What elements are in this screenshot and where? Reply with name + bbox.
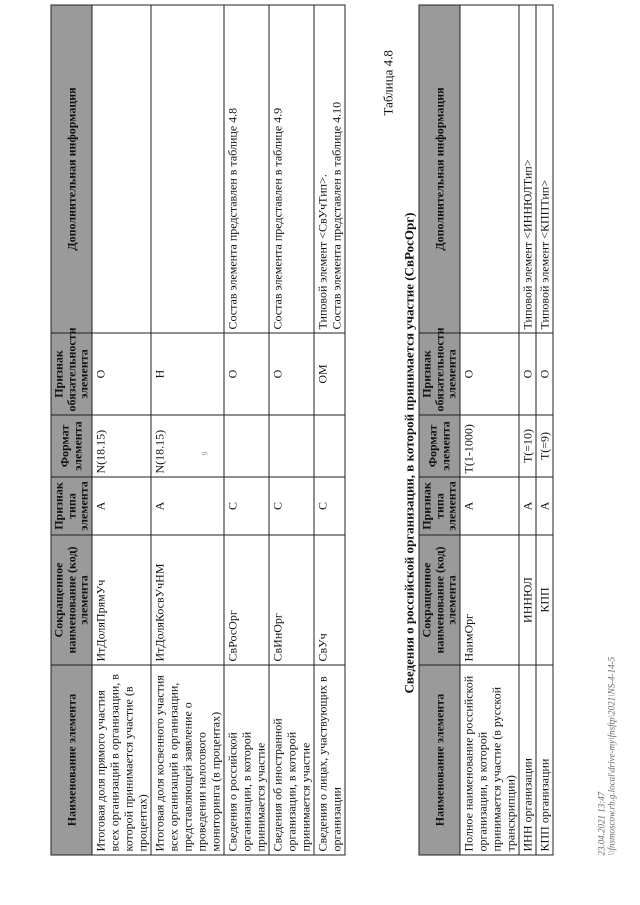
table-row — [313, 5, 344, 855]
stamp-date: 23.04.2021 13:47 — [596, 791, 606, 855]
table-row — [518, 5, 535, 855]
table-label: Таблица 4.8 — [380, 49, 395, 115]
cell-name: Сведения об иностранной организации, в которой принимается участие — [268, 665, 313, 855]
cell-code: КПП — [535, 535, 552, 665]
cell-name: ИНН организации — [518, 665, 535, 855]
table-row — [459, 5, 518, 855]
cell-code: ИтДоляПрямУч — [91, 535, 150, 665]
cell-name: КПП организации — [535, 665, 552, 855]
header-info: Дополнительная информация — [51, 5, 92, 333]
page-number: 9 — [200, 451, 209, 455]
cell-name: Полное наименование российской организации, в которой принимается участие (в русской транскрипции) — [459, 665, 518, 855]
cell-format — [268, 415, 313, 477]
cell-code: ИтДоляКосвУчНМ — [150, 535, 223, 665]
header-format: Формат элемента — [51, 415, 92, 477]
table-row — [150, 5, 223, 855]
cell-format: N(18.15) — [150, 415, 223, 477]
table-title: Сведения о российской организации, в которой принимается участие (СвРосОрг) — [401, 212, 416, 693]
russian-org-table — [418, 4, 553, 855]
stamp-path: \\fnsmoscow.rb.g.local\drive-my\fnsftp\2021\NS-4-14-5 — [606, 656, 616, 855]
cell-required: О — [223, 333, 268, 415]
cell-info — [91, 5, 150, 333]
table-header-row — [51, 5, 92, 855]
cell-code: СвРосОрг — [223, 535, 268, 665]
cell-info: Состав элемента представлен в таблице 4.9 — [268, 5, 313, 333]
cell-required: О — [268, 333, 313, 415]
header-format: Формат элемента — [419, 415, 460, 477]
header-info: Дополнительная информация — [419, 5, 460, 333]
table-row — [535, 5, 552, 855]
cell-info: Типовой элемент <СвУчТип>. Состав элемента представлен в таблице 4.10 — [313, 5, 344, 333]
cell-code: СвУч — [313, 535, 344, 665]
cell-type: А — [459, 477, 518, 535]
header-name: Наименование элемента — [419, 665, 460, 855]
cell-name: Итоговая доля косвенного участия всех организаций в организации, представляющей заявление о проведении налогового мониторинга (в процентах) — [150, 665, 223, 855]
cell-required: О — [91, 333, 150, 415]
cell-format — [313, 415, 344, 477]
cell-required: О — [518, 333, 535, 415]
header-required: Признак обязательности элемента — [51, 333, 92, 415]
cell-type: А — [535, 477, 552, 535]
cell-required: ОМ — [313, 333, 344, 415]
cell-name: Сведения о лицах, участвующих в организации — [313, 665, 344, 855]
cell-info: Состав элемента представлен в таблице 4.8 — [223, 5, 268, 333]
cell-format: T(1-1000) — [459, 415, 518, 477]
cell-format: T(=9) — [535, 415, 552, 477]
elements-table — [50, 4, 345, 855]
cell-type: А — [518, 477, 535, 535]
cell-type: С — [223, 477, 268, 535]
cell-type: А — [91, 477, 150, 535]
cell-type: С — [313, 477, 344, 535]
cell-required: О — [535, 333, 552, 415]
table-row — [223, 5, 268, 855]
table-row — [91, 5, 150, 855]
cell-info — [459, 5, 518, 333]
cell-code: НаимОрг — [459, 535, 518, 665]
header-type: Признак типа элемента — [51, 477, 92, 535]
cell-format: T(=10) — [518, 415, 535, 477]
cell-code: ИННЮЛ — [518, 535, 535, 665]
cell-type: С — [268, 477, 313, 535]
header-code: Сокращенное наименование (код) элемента — [419, 535, 460, 665]
cell-info — [150, 5, 223, 333]
cell-name: Сведения о российской организации, в которой принимается участие — [223, 665, 268, 855]
cell-type: А — [150, 477, 223, 535]
cell-code: СвИнОрг — [268, 535, 313, 665]
cell-format: N(18.15) — [91, 415, 150, 477]
header-name: Наименование элемента — [51, 665, 92, 855]
cell-info: Типовой элемент <КППТип> — [535, 5, 552, 333]
header-required: Признак обязательности элемента — [419, 333, 460, 415]
table-header-row — [419, 5, 460, 855]
header-type: Признак типа элемента — [419, 477, 460, 535]
cell-name: Итоговая доля прямого участия всех организаций в организации, в которой принимается участие (в процентах) — [91, 665, 150, 855]
cell-required: О — [459, 333, 518, 415]
cell-info: Типовой элемент <ИННЮЛТип> — [518, 5, 535, 333]
table-row — [268, 5, 313, 855]
header-code: Сокращенное наименование (код) элемента — [51, 535, 92, 665]
cell-required: Н — [150, 333, 223, 415]
print-stamp — [596, 656, 616, 855]
cell-format — [223, 415, 268, 477]
